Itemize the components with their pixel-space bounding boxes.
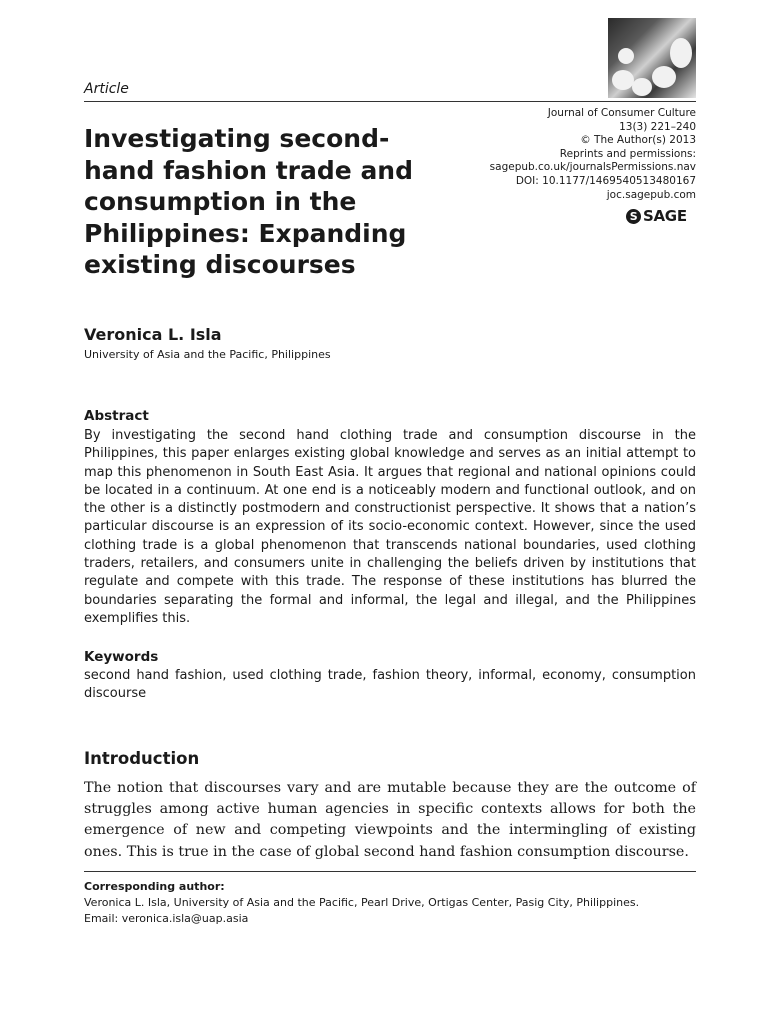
- article-title: Investigating second-hand fashion trade and consumption in the Philippines: Expanding existing discourses: [84, 124, 414, 279]
- corresponding-author-address: Veronica L. Isla, University of Asia and the Pacific, Pearl Drive, Ortigas Center, Pasig City, Philippines.: [84, 896, 640, 909]
- journal-website[interactable]: joc.sagepub.com: [606, 188, 696, 201]
- author-affiliation: University of Asia and the Pacific, Philippines: [84, 348, 331, 361]
- reprints-label: Reprints and permissions:: [559, 147, 696, 160]
- article-type-label: Article: [84, 81, 129, 97]
- introduction-text: The notion that discourses vary and are mutable because they are the outcome of struggles among active human agencies in specific contexts allows for both the emergence of new and competing viewpoints and the intermingling of existing ones. This is true in the case of global second hand fashion consumption discourse.: [84, 780, 696, 860]
- journal-cover-image: [608, 18, 696, 98]
- header-rule: [84, 101, 696, 102]
- footnote-rule: [84, 871, 696, 872]
- abstract-heading: Abstract: [84, 408, 149, 424]
- sage-logo: [626, 207, 687, 225]
- corresponding-author-heading: Corresponding author:: [84, 880, 225, 893]
- sage-s-icon: S: [626, 209, 641, 224]
- reprints-url[interactable]: sagepub.co.uk/journalsPermissions.nav: [489, 161, 696, 174]
- sage-logo-text: SAGE: [643, 207, 687, 225]
- copyright: © The Author(s) 2013: [580, 134, 696, 147]
- keywords-heading: Keywords: [84, 649, 159, 665]
- volume-pages: 13(3) 221–240: [619, 120, 696, 133]
- author-name: Veronica L. Isla: [84, 325, 222, 344]
- journal-meta: [456, 107, 696, 202]
- keywords-text: second hand fashion, used clothing trade, fashion theory, informal, economy, consumption discourse: [84, 668, 696, 702]
- abstract-text: By investigating the second hand clothing trade and consumption discourse in the Philippines, this paper enlarges existing global knowledge and serves as an initial attempt to map this phenomenon in South East Asia. It argues that regional and national opinions could be located in a continuum. At one end is a noticeably modern and functional outlook, and on the other is a distinctly postmodern and constructionist perspective. It shows that a nation’s particular discourse is an expression of its socio-economic context. However, since the used clothing trade is a global phenomenon that transcends national boundaries, used clothing traders, retailers, and consumers unite in challenging the beliefs driven by institutions that regulate and compete with this trade. The response of these institutions has blurred the boundaries separating the formal and informal, the legal and illegal, and the Philippines exemplifies this.: [84, 428, 696, 626]
- corresponding-author-email[interactable]: Email: veronica.isla@uap.asia: [84, 912, 249, 925]
- introduction-heading: Introduction: [84, 749, 200, 768]
- journal-name: Journal of Consumer Culture: [547, 107, 696, 119]
- doi[interactable]: DOI: 10.1177/1469540513480167: [515, 174, 696, 187]
